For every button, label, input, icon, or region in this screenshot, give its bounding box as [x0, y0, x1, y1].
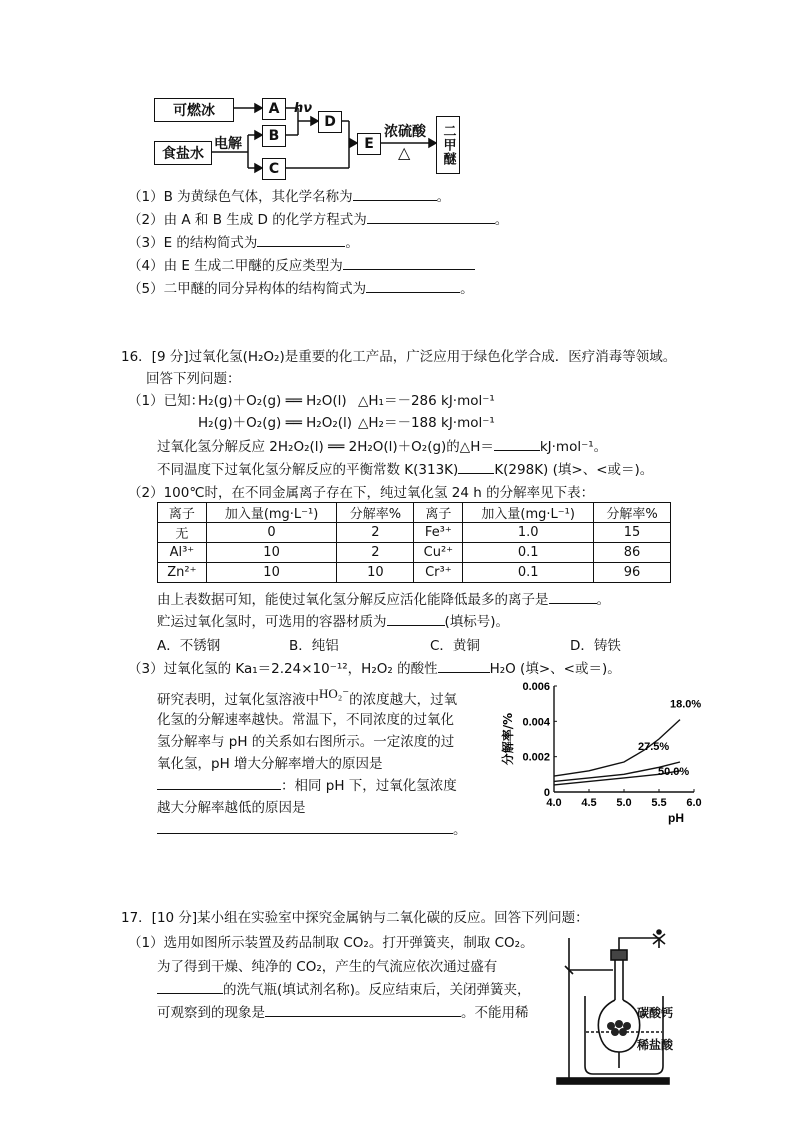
table-cell: 0.1	[463, 563, 594, 583]
q16-part3-blank-3[interactable]	[157, 821, 453, 834]
q16-eq2-enthalpy: △H₂＝－188 kJ·mol⁻¹	[358, 415, 495, 431]
flow-label-electrolysis: 电解	[214, 136, 242, 152]
q16-part3-line5-text: ：相同 pH 下，过氧化氢浓度	[281, 778, 457, 794]
q15-part3	[128, 231, 359, 251]
series-label: 18.0%	[670, 698, 702, 711]
table-cell: Fe³⁺	[414, 523, 463, 543]
q16-part3-line5	[157, 774, 457, 794]
table-cell: 10	[337, 563, 414, 583]
flow-box-dimethyl-ether: 二甲醚	[436, 116, 460, 174]
table-header-cell: 离子	[414, 503, 463, 523]
q15-part2-end: 。	[494, 212, 509, 228]
table-cell: Cu²⁺	[414, 543, 463, 563]
q17-part1-line3	[157, 1001, 529, 1021]
q17-part1-blank-2[interactable]	[265, 1004, 461, 1017]
flow-box-b: B	[262, 125, 286, 147]
q16-part1-b-blank[interactable]	[458, 461, 494, 474]
table-header-cell: 加入量(mg·L⁻¹)	[463, 503, 594, 523]
q15-part2-blank[interactable]	[367, 211, 495, 224]
table-cell: 0.1	[463, 543, 594, 563]
series-label: 50.0%	[658, 765, 690, 778]
q16-option-c[interactable]: C．黄铜	[430, 638, 480, 654]
q16-part3-line1	[157, 686, 457, 708]
table-cell: 10	[206, 563, 337, 583]
q16-eq1-enthalpy: △H₁＝－286 kJ·mol⁻¹	[358, 393, 495, 409]
decomposition-ph-chart	[498, 674, 708, 834]
q16-eq1: H₂(g)＋O₂(g) ══ H₂O(l)	[198, 393, 347, 409]
q17-part1-line3-text: 可观察到的现象是	[157, 1005, 265, 1021]
q16-part1-b	[157, 458, 653, 478]
q15-part4-blank[interactable]	[343, 257, 475, 270]
q16-part3-line7	[157, 818, 467, 838]
table-cell: Zn²⁺	[158, 563, 207, 583]
q16-option-b[interactable]: B．纯铝	[289, 638, 339, 654]
q16-part2-a-text: 由上表数据可知，能使过氧化氢分解反应活化能降低最多的离子是	[157, 592, 549, 608]
q16-part2-b-text: 贮运过氧化氢时，可选用的容器材质为	[157, 614, 387, 630]
flow-box-combustible-ice: 可燃冰	[154, 98, 234, 122]
q15-part5	[128, 277, 474, 297]
q16-part3-line4: 氧化氢，pH 增大分解率增大的原因是	[157, 756, 383, 772]
y-tick-label: 0.006	[522, 681, 550, 693]
q15-part1	[128, 185, 450, 205]
q16-part3-blank-2[interactable]	[157, 777, 281, 790]
q17-part1-line1: 为了得到干燥、纯净的 CO₂，产生的气流应依次通过盛有	[157, 959, 498, 975]
flow-box-e: E	[357, 133, 381, 155]
q16-part1-a-blank[interactable]	[494, 438, 540, 451]
q16-part1-a-text: 过氧化氢分解反应 2H₂O₂(l) ══ 2H₂O(l)＋O₂(g)的△H＝	[157, 439, 494, 455]
chart-svg	[498, 674, 708, 834]
y-tick-label: 0.002	[522, 751, 550, 764]
y-tick-label: 0	[543, 787, 550, 799]
q15-part5-end: 。	[460, 281, 474, 297]
table-cell: 96	[594, 563, 671, 583]
flow-label-conc-acid: 浓硫酸	[384, 124, 426, 140]
x-axis-label: pH	[668, 811, 684, 825]
label-calcium-carbonate: 碳酸钙	[637, 1006, 674, 1020]
q16-part3-end: H₂O (填>、<或＝)。	[489, 661, 621, 677]
y-axis-label: 分解率/%	[501, 712, 515, 766]
table-row	[158, 543, 671, 563]
q16-part1-a	[157, 435, 607, 455]
table-cell: 15	[594, 523, 671, 543]
q15-part1-text: （1）B 为黄绿色气体，其化学名称为	[128, 189, 353, 205]
co2-apparatus-figure	[555, 928, 675, 1093]
q16-part3-blank[interactable]	[438, 660, 490, 673]
q16-header: 16．[9 分]过氧化氢(H₂O₂)是重要的化工产品，广泛应用于绿色化学合成．医疗消毒等领域。	[121, 349, 677, 365]
q16-part1-b-end: K(298K) (填>、<或＝)。	[494, 462, 654, 478]
q15-part1-blank[interactable]	[353, 188, 437, 201]
q16-part2-a-blank[interactable]	[549, 591, 597, 604]
q16-option-a[interactable]: A．不锈钢	[157, 638, 221, 654]
flow-box-c: C	[262, 158, 286, 180]
table-cell: 10	[206, 543, 337, 563]
series-label: 27.5%	[638, 740, 670, 753]
flow-box-d: D	[318, 111, 342, 133]
q15-part3-text: （3）E 的结构简式为	[128, 235, 258, 251]
q16-part1-label: （1）已知：	[128, 393, 205, 409]
x-tick-label: 6.0	[686, 797, 702, 809]
table-cell: 无	[158, 523, 207, 543]
flow-box-brine: 食盐水	[154, 141, 212, 165]
table-header-cell: 分解率%	[337, 503, 414, 523]
q16-part2-b	[157, 610, 509, 630]
q16-part2-a-end: 。	[596, 592, 610, 608]
x-tick-label: 5.5	[651, 797, 667, 809]
table-header-row	[158, 503, 671, 523]
table-cell: Cr³⁺	[414, 563, 463, 583]
flow-box-a: A	[262, 98, 286, 120]
q17-part1: （1）选用如图所示装置及药品制取 CO₂。打开弹簧夹，制取 CO₂。	[128, 935, 534, 951]
q16-part2-b-blank[interactable]	[387, 613, 445, 626]
q15-part3-blank[interactable]	[257, 234, 345, 247]
table-cell: 86	[594, 543, 671, 563]
table-cell: 0	[206, 523, 337, 543]
q16-part2-a	[157, 588, 610, 608]
q15-part1-end: 。	[436, 189, 451, 205]
q15-part2	[128, 208, 508, 228]
q16-part1-b-text: 不同温度下过氧化氢分解反应的平衡常数 K(313K)	[157, 462, 459, 478]
label-dilute-hcl: 稀盐酸	[637, 1038, 674, 1052]
q15-part5-blank[interactable]	[366, 280, 460, 293]
table-row	[158, 523, 671, 543]
table-row	[158, 563, 671, 583]
flow-label-heat: △	[398, 143, 411, 162]
q16-part3-line7-end: 。	[453, 822, 467, 838]
q16-part1-a-end: kJ·mol⁻¹。	[539, 439, 608, 455]
q15-part3-end: 。	[345, 235, 359, 251]
q17-header: 17．[10 分]某小组在实验室中探究金属钠与二氧化碳的反应。回答下列问题：	[121, 910, 589, 926]
q16-part2-b-end: (填标号)。	[444, 614, 510, 630]
q17-part1-line2	[157, 978, 531, 998]
q15-part4	[128, 254, 475, 274]
q17-part1-line2-text: 的洗气瓶(填试剂名称)。反应结束后，关闭弹簧夹，	[223, 982, 531, 998]
q15-part2-text: （2）由 A 和 B 生成 D 的化学方程式为	[128, 212, 367, 228]
q16-part3-ion: HO₂⁻	[319, 686, 350, 701]
ion-decomposition-table	[157, 502, 671, 583]
table-header-cell: 离子	[158, 503, 207, 523]
q16-part3-line3: 氢分解率与 pH 的关系如右图所示。一定浓度的过	[157, 734, 455, 750]
q16-part2: （2）100℃时，在不同金属离子存在下，纯过氧化氢 24 h 的分解率见下表：	[128, 485, 595, 501]
q16-part3-text: （3）过氧化氢的 Ka₁＝2.24×10⁻¹²，H₂O₂ 的酸性	[128, 661, 438, 677]
q16-part3-line1-text: 研究表明，过氧化氢溶液中	[157, 692, 319, 708]
table-cell: Al³⁺	[158, 543, 207, 563]
q15-part4-text: （4）由 E 生成二甲醚的反应类型为	[128, 258, 343, 274]
table-header-cell: 分解率%	[594, 503, 671, 523]
q17-part1-blank-1[interactable]	[157, 981, 223, 994]
flow-label-hv: hν	[294, 101, 313, 116]
q15-part5-text: （5）二甲醚的同分异构体的结构简式为	[128, 281, 367, 297]
x-tick-label: 4.0	[546, 797, 562, 809]
q17-part1-line3-end: 。不能用稀	[461, 1005, 529, 1021]
q16-eq2: H₂(g)＋O₂(g) ══ H₂O₂(l)	[198, 415, 353, 431]
x-tick-label: 5.0	[616, 797, 632, 809]
table-cell: 1.0	[463, 523, 594, 543]
q16-part3-line2: 化氢的分解速率越快。常温下，不同浓度的过氧化	[157, 712, 454, 728]
q16-part3-line6: 越大分解率越低的原因是	[157, 800, 306, 816]
q16-intro: 回答下列问题：	[146, 371, 241, 387]
q16-option-d[interactable]: D．铸铁	[570, 638, 621, 654]
x-tick-label: 4.5	[581, 797, 597, 809]
q16-part3-line1-text-b: 的浓度越大，过氧	[349, 692, 458, 708]
table-cell: 2	[337, 523, 414, 543]
table-header-cell: 加入量(mg·L⁻¹)	[206, 503, 337, 523]
table-cell: 2	[337, 543, 414, 563]
y-tick-label: 0.004	[522, 716, 550, 729]
